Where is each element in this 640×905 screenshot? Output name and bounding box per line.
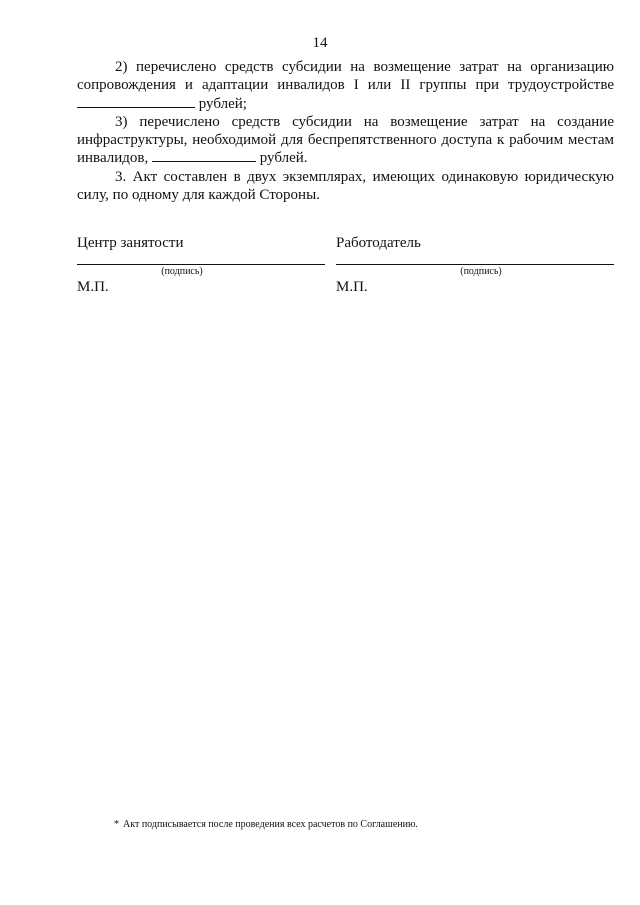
signature-caption: (подпись) bbox=[161, 266, 203, 277]
seal-placeholder: М.П. bbox=[77, 279, 109, 295]
act-body bbox=[77, 58, 614, 204]
seal-placeholder: М.П. bbox=[336, 279, 368, 295]
signatory-title: Работодатель bbox=[336, 235, 421, 251]
footnote-text: Акт подписывается после проведения всех расчетов по Соглашению. bbox=[123, 819, 418, 830]
paragraph-subsidy-support-text: 2) перечислено средств субсидии на возмещение затрат на организацию сопровождения и адаптации инвалидов I или II группы при трудоустройстве bbox=[77, 59, 614, 94]
paragraph-subsidy-support bbox=[77, 58, 614, 113]
signature-line bbox=[77, 264, 325, 265]
signatory-title: Центр занятости bbox=[77, 235, 184, 251]
signature-line bbox=[336, 264, 614, 265]
amount-blank-support bbox=[77, 95, 195, 108]
signature-block-employment-center bbox=[77, 234, 325, 296]
currency-label: рублей. bbox=[259, 150, 308, 167]
signature-block-employer bbox=[336, 234, 614, 296]
currency-label: рублей; bbox=[198, 95, 247, 112]
paragraph-subsidy-infrastructure bbox=[77, 113, 614, 168]
amount-blank-infrastructure bbox=[152, 149, 256, 162]
page-number: 14 bbox=[312, 35, 328, 51]
footnote-asterisk: * bbox=[114, 819, 119, 830]
signature-caption: (подпись) bbox=[460, 266, 502, 277]
paragraph-subsidy-infrastructure-text: 3) перечислено средств субсидии на возмещение затрат на создание инфраструктуры, необходимой для беспрепятственного доступа к рабочим местам инвалидов, bbox=[77, 113, 614, 167]
footnote bbox=[114, 818, 418, 831]
paragraph-copies: 3. Акт составлен в двух экземплярах, имеющих одинаковую юридическую силу, по одному для каждой Стороны. bbox=[77, 168, 614, 204]
